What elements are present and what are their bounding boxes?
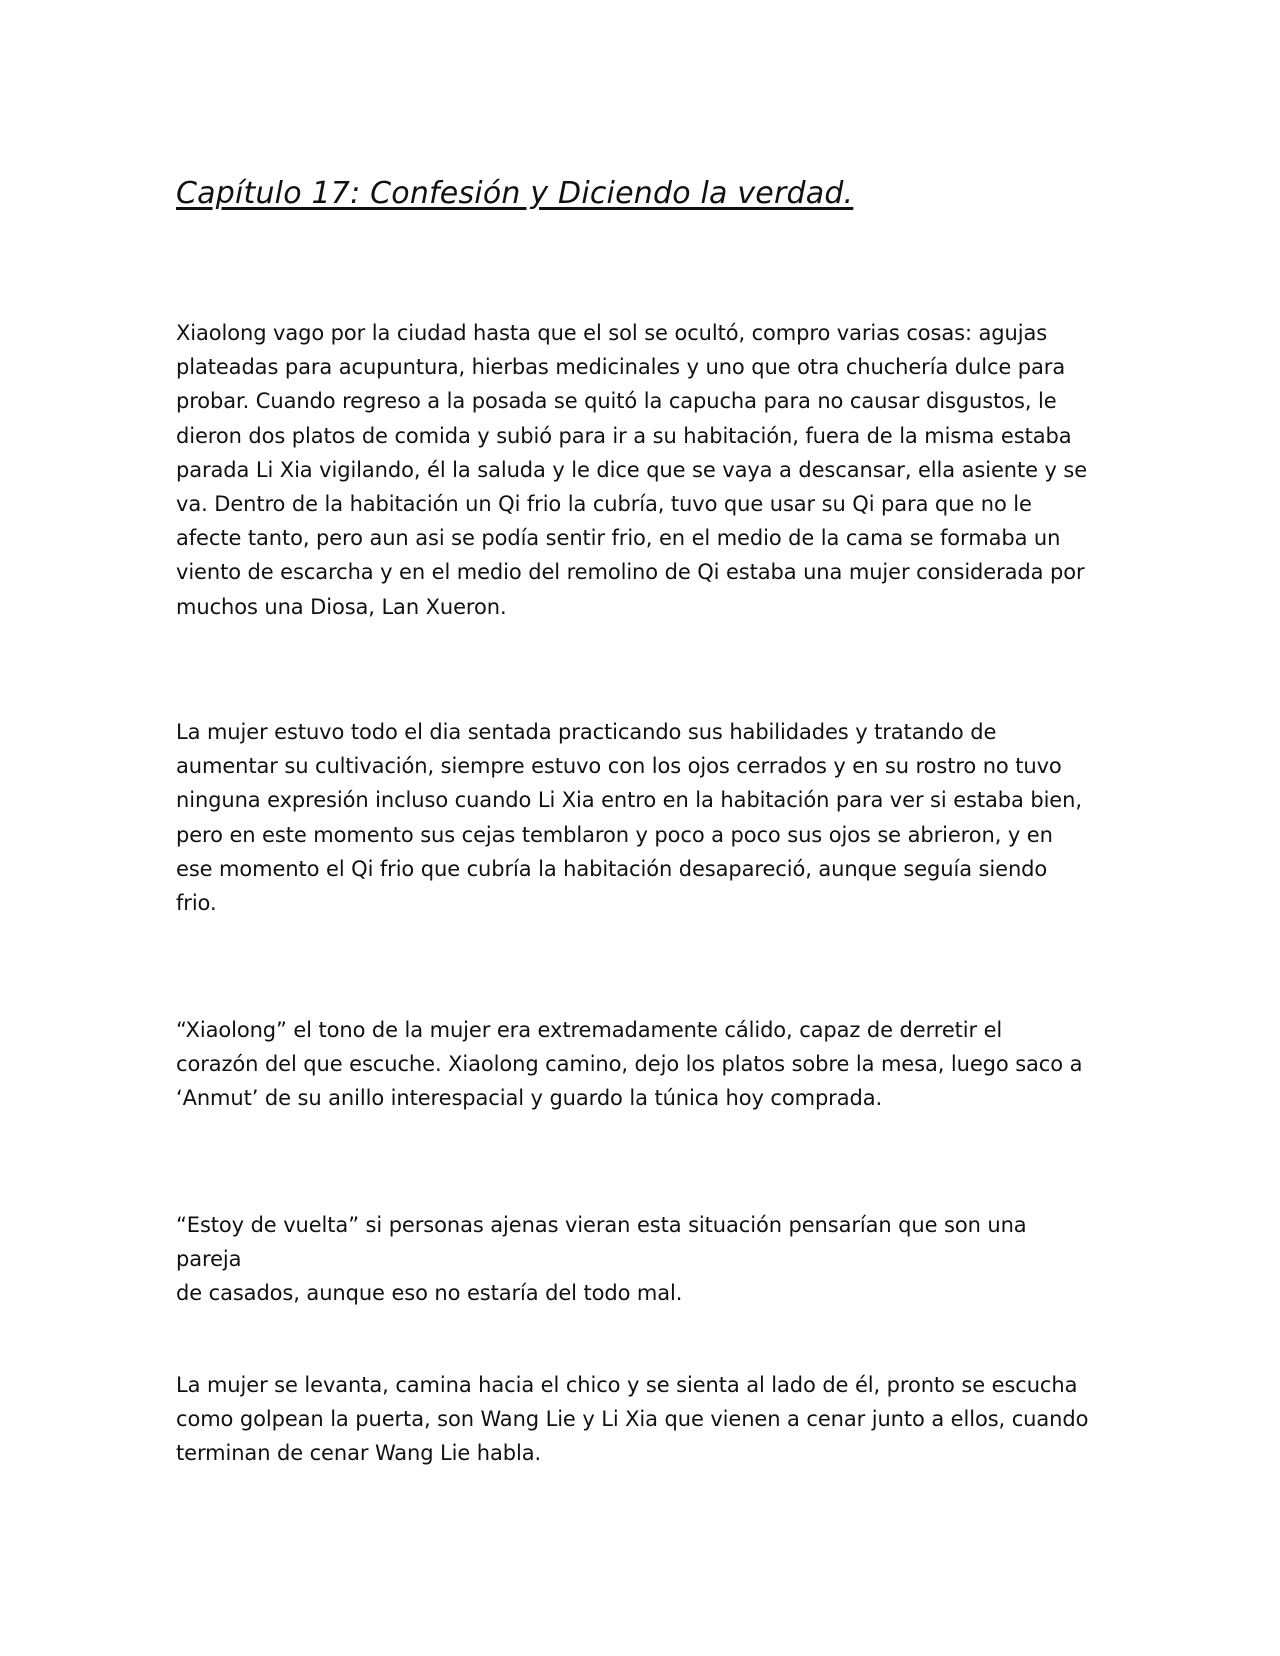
paragraph: Xiaolong vago por la ciudad hasta que el sol se ocultó, compro varias cosas: agujas plateadas para acupuntura, hierbas medicinales y uno que otra chuchería dulce para probar. Cuando regreso a la posada se quitó la capucha para no causar disgustos, le dieron dos platos de comida y subió para ir a su habitación, fuera de la misma estaba parada Li Xia vigilando, él la saluda y le dice que se vaya a descansar, ella asiente y se va. Dentro de la habitación un Qi frio la cubría, tuvo que usar su Qi para que no le afecte tanto, pero aun asi se podía sentir frio, en el medio de la cama se formaba un viento de escarcha y en el medio del remolino de Qi estaba una mujer considerada por muchos una Diosa, Lan Xueron. [176,321,1088,619]
paragraph: “Xiaolong” el tono de la mujer era extremadamente cálido, capaz de derretir el corazón del que escuche. Xiaolong camino, dejo los platos sobre la mesa, luego saco a ‘Anmut’ de su anillo interespacial y guardo la túnica hoy comprada. [176,1018,1083,1111]
paragraph: La mujer se levanta, camina hacia el chico y se sienta al lado de él, pronto se escucha como golpean la puerta, son Wang Lie y Li Xia que vienen a cenar junto a ellos, cuando terminan de cenar Wang Lie habla. [176,1373,1089,1466]
paragraph: La mujer estuvo todo el dia sentada practicando sus habilidades y tratando de aumentar su cultivación, siempre estuvo con los ojos cerrados y en su rostro no tuvo ninguna expresión incluso cuando Li Xia entro en la habitación para ver si estaba bien, pero en este momento sus cejas temblaron y poco a poco sus ojos se abrieron, y en ese momento el Qi frio que cubría la habitación desapareció, aunque seguía siendo frio. [176,720,1082,916]
chapter-title: Capítulo 17: Confesión y Diciendo la verdad. [176,176,854,211]
paragraph: “Estoy de vuelta” si personas ajenas vieran esta situación pensarían que son una pareja de casados, aunque eso no estaría del todo mal. [176,1213,1027,1306]
